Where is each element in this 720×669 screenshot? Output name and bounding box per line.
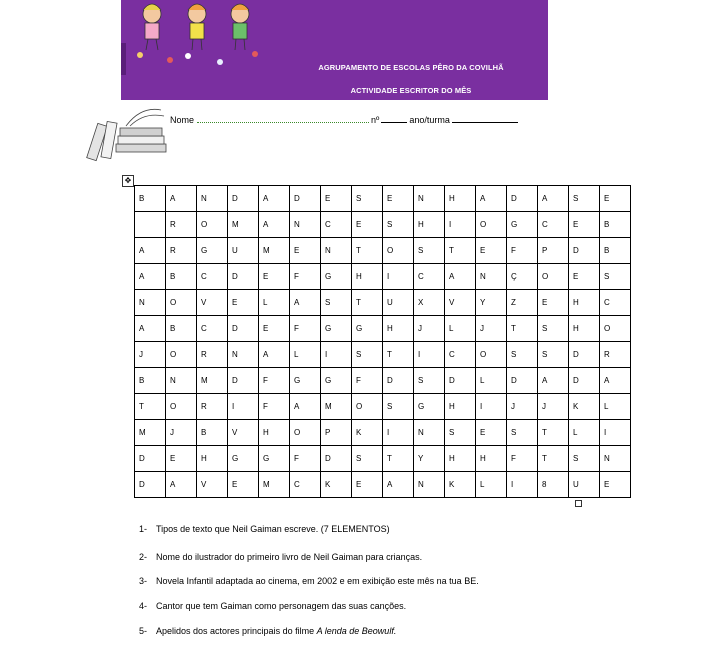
grid-cell: D — [507, 186, 538, 212]
grid-cell: T — [135, 394, 166, 420]
grid-cell: E — [569, 264, 600, 290]
grid-cell: H — [197, 446, 228, 472]
grid-cell: S — [600, 264, 631, 290]
grid-row — [135, 472, 631, 498]
grid-cell: V — [445, 290, 476, 316]
grid-row — [135, 238, 631, 264]
grid-cell: F — [507, 446, 538, 472]
grid-cell: K — [445, 472, 476, 498]
grid-cell: A — [445, 264, 476, 290]
question-text: Nome do ilustrador do primeiro livro de Neil Gaiman para crianças. — [156, 552, 423, 562]
grid-cell: R — [166, 212, 197, 238]
grid-cell: D — [290, 186, 321, 212]
question-item — [139, 524, 390, 534]
grid-cell: G — [321, 368, 352, 394]
grid-cell: O — [352, 394, 383, 420]
grid-cell: X — [414, 290, 445, 316]
grid-cell: A — [135, 316, 166, 342]
grid-row — [135, 264, 631, 290]
grid-cell: L — [476, 472, 507, 498]
grid-cell: O — [197, 212, 228, 238]
grid-cell: C — [538, 212, 569, 238]
grid-cell: H — [383, 316, 414, 342]
grid-cell: L — [569, 420, 600, 446]
grid-cell: I — [414, 342, 445, 368]
grid-cell: E — [228, 472, 259, 498]
books-illustration — [86, 104, 170, 162]
grid-cell: N — [228, 342, 259, 368]
grid-cell: N — [414, 420, 445, 446]
grid-cell: N — [166, 368, 197, 394]
activity-title: ACTIVIDADE ESCRITOR DO MÊS — [350, 86, 472, 95]
grid-cell: B — [135, 186, 166, 212]
grid-cell: D — [228, 186, 259, 212]
grid-cell: L — [259, 290, 290, 316]
grid-cell: A — [259, 342, 290, 368]
grid-cell: H — [352, 264, 383, 290]
grid-cell: P — [321, 420, 352, 446]
grid-cell: A — [290, 290, 321, 316]
table-resize-handle[interactable] — [575, 500, 582, 507]
grid-cell: D — [569, 238, 600, 264]
grid-cell: S — [569, 186, 600, 212]
grid-cell: N — [414, 472, 445, 498]
grid-cell: G — [352, 316, 383, 342]
grid-cell: A — [135, 264, 166, 290]
grid-cell: A — [600, 368, 631, 394]
grid-cell: O — [383, 238, 414, 264]
grid-cell: B — [600, 238, 631, 264]
grid-cell: A — [538, 368, 569, 394]
grid-cell: T — [383, 342, 414, 368]
grid-cell: A — [166, 186, 197, 212]
film-title: A lenda de Beowulf. — [316, 626, 397, 636]
grid-cell: S — [507, 420, 538, 446]
grid-cell: H — [569, 290, 600, 316]
grid-cell: O — [538, 264, 569, 290]
number-label: nº — [371, 115, 380, 125]
grid-cell: A — [383, 472, 414, 498]
grid-cell: D — [507, 368, 538, 394]
grid-cell: N — [135, 290, 166, 316]
grid-cell: K — [352, 420, 383, 446]
children-illustration — [130, 0, 260, 70]
grid-cell: G — [259, 446, 290, 472]
grid-cell: D — [228, 264, 259, 290]
grid-cell: N — [197, 186, 228, 212]
question-text: Novela Infantil adaptada ao cinema, em 2002 e em exibição este mês na tua BE. — [156, 576, 479, 586]
grid-cell: K — [321, 472, 352, 498]
grid-cell: G — [321, 316, 352, 342]
number-field[interactable] — [381, 113, 407, 123]
grid-cell: U — [228, 238, 259, 264]
grid-cell: D — [569, 342, 600, 368]
grid-row — [135, 212, 631, 238]
grid-cell: V — [228, 420, 259, 446]
grid-cell: H — [445, 186, 476, 212]
grid-cell: T — [538, 420, 569, 446]
grid-cell: D — [321, 446, 352, 472]
grid-cell: J — [166, 420, 197, 446]
grid-cell: B — [135, 368, 166, 394]
grid-cell: F — [259, 394, 290, 420]
grid-cell: T — [383, 446, 414, 472]
grid-cell: I — [228, 394, 259, 420]
grid-cell: D — [445, 368, 476, 394]
grid-row — [135, 290, 631, 316]
grid-cell: S — [414, 238, 445, 264]
grid-cell: R — [600, 342, 631, 368]
grid-cell: S — [352, 342, 383, 368]
grid-cell: S — [352, 186, 383, 212]
grid-cell: A — [259, 212, 290, 238]
student-info-line — [170, 113, 520, 125]
grid-cell: D — [228, 368, 259, 394]
grid-cell: O — [166, 342, 197, 368]
school-name: AGRUPAMENTO DE ESCOLAS PÊRO DA COVILHÃ — [318, 63, 504, 72]
grid-cell: B — [166, 264, 197, 290]
grid-cell: L — [290, 342, 321, 368]
grid-cell: I — [507, 472, 538, 498]
question-number: 3- — [139, 576, 148, 586]
grid-cell: S — [383, 394, 414, 420]
grid-cell: E — [352, 212, 383, 238]
grid-cell: D — [383, 368, 414, 394]
grid-cell: O — [290, 420, 321, 446]
grid-cell: D — [228, 316, 259, 342]
grid-cell: R — [197, 342, 228, 368]
grid-cell: F — [290, 316, 321, 342]
grid-cell: E — [476, 420, 507, 446]
grid-cell: O — [600, 316, 631, 342]
grid-cell: E — [476, 238, 507, 264]
grid-cell: E — [166, 446, 197, 472]
grid-row — [135, 446, 631, 472]
grid-cell: I — [383, 264, 414, 290]
grid-cell: Ç — [507, 264, 538, 290]
grid-cell: V — [197, 290, 228, 316]
grid-cell: N — [414, 186, 445, 212]
grid-cell: R — [197, 394, 228, 420]
grid-cell: E — [383, 186, 414, 212]
grid-cell: H — [569, 316, 600, 342]
grid-cell: J — [135, 342, 166, 368]
grid-cell: A — [476, 186, 507, 212]
grid-cell: O — [166, 290, 197, 316]
grid-cell: H — [445, 446, 476, 472]
grid-cell: M — [228, 212, 259, 238]
grid-cell: J — [538, 394, 569, 420]
grid-cell: S — [414, 368, 445, 394]
grid-cell: E — [290, 238, 321, 264]
grid-cell: S — [383, 212, 414, 238]
grid-cell: L — [445, 316, 476, 342]
grid-cell — [135, 212, 166, 238]
grid-cell: M — [197, 368, 228, 394]
grid-cell: C — [290, 472, 321, 498]
grid-cell: S — [321, 290, 352, 316]
grid-cell: 8 — [538, 472, 569, 498]
grid-cell: N — [600, 446, 631, 472]
grid-row — [135, 186, 631, 212]
question-item — [139, 626, 396, 636]
question-number: 5- — [139, 626, 148, 636]
grid-cell: A — [259, 186, 290, 212]
grid-cell: D — [135, 472, 166, 498]
banner-strip — [121, 43, 126, 75]
grid-row — [135, 394, 631, 420]
grid-cell: H — [259, 420, 290, 446]
question-text: Cantor que tem Gaiman como personagem das suas canções. — [156, 601, 407, 611]
grid-cell: T — [352, 238, 383, 264]
grid-cell: S — [538, 342, 569, 368]
grid-cell: T — [507, 316, 538, 342]
grid-cell: E — [321, 186, 352, 212]
grid-cell: E — [352, 472, 383, 498]
grid-cell: P — [538, 238, 569, 264]
grid-cell: S — [445, 420, 476, 446]
grid-cell: A — [290, 394, 321, 420]
grid-cell: F — [507, 238, 538, 264]
grid-cell: I — [476, 394, 507, 420]
table-move-handle-icon[interactable]: ✥ — [122, 175, 134, 187]
grid-cell: C — [414, 264, 445, 290]
class-label: ano/turma — [409, 115, 450, 125]
grid-cell: A — [166, 472, 197, 498]
grid-cell: O — [476, 212, 507, 238]
grid-cell: A — [135, 238, 166, 264]
grid-cell: N — [321, 238, 352, 264]
question-number: 2- — [139, 552, 148, 562]
grid-cell: N — [476, 264, 507, 290]
grid-cell: S — [538, 316, 569, 342]
header-banner — [121, 0, 548, 100]
grid-cell: I — [600, 420, 631, 446]
grid-cell: J — [476, 316, 507, 342]
grid-cell: B — [600, 212, 631, 238]
grid-cell: C — [197, 316, 228, 342]
grid-cell: M — [259, 238, 290, 264]
name-label: Nome — [170, 115, 195, 125]
grid-cell: I — [321, 342, 352, 368]
grid-cell: G — [507, 212, 538, 238]
grid-cell: F — [352, 368, 383, 394]
grid-cell: F — [290, 446, 321, 472]
question-item — [139, 601, 406, 611]
grid-cell: G — [290, 368, 321, 394]
question-number: 1- — [139, 524, 148, 534]
grid-cell: O — [476, 342, 507, 368]
grid-cell: M — [135, 420, 166, 446]
grid-row — [135, 420, 631, 446]
grid-cell: E — [569, 212, 600, 238]
grid-cell: I — [383, 420, 414, 446]
grid-cell: J — [414, 316, 445, 342]
question-text: Apelidos dos actores principais do filme — [156, 626, 317, 636]
question-text: Tipos de texto que Neil Gaiman escreve. (7 ELEMENTOS) — [156, 524, 390, 534]
grid-cell: U — [383, 290, 414, 316]
grid-cell: F — [259, 368, 290, 394]
grid-cell: F — [290, 264, 321, 290]
grid-cell: S — [507, 342, 538, 368]
grid-cell: H — [445, 394, 476, 420]
grid-cell: G — [228, 446, 259, 472]
class-field[interactable] — [452, 113, 518, 123]
grid-cell: D — [135, 446, 166, 472]
grid-cell: G — [197, 238, 228, 264]
grid-cell: E — [259, 264, 290, 290]
grid-cell: G — [414, 394, 445, 420]
grid-cell: B — [166, 316, 197, 342]
grid-cell: S — [352, 446, 383, 472]
grid-cell: Y — [414, 446, 445, 472]
grid-cell: E — [538, 290, 569, 316]
question-item — [139, 576, 479, 586]
grid-cell: H — [476, 446, 507, 472]
grid-row — [135, 316, 631, 342]
grid-cell: V — [197, 472, 228, 498]
grid-cell: E — [600, 186, 631, 212]
grid-cell: H — [414, 212, 445, 238]
grid-cell: T — [538, 446, 569, 472]
grid-cell: C — [321, 212, 352, 238]
grid-cell: C — [600, 290, 631, 316]
grid-cell: B — [197, 420, 228, 446]
grid-row — [135, 368, 631, 394]
grid-cell: T — [445, 238, 476, 264]
grid-cell: O — [166, 394, 197, 420]
grid-cell: Y — [476, 290, 507, 316]
grid-cell: M — [321, 394, 352, 420]
grid-cell: J — [507, 394, 538, 420]
grid-cell: L — [476, 368, 507, 394]
grid-row — [135, 342, 631, 368]
grid-cell: S — [569, 446, 600, 472]
name-field[interactable] — [197, 113, 369, 123]
grid-cell: Z — [507, 290, 538, 316]
grid-cell: T — [352, 290, 383, 316]
question-item — [139, 552, 422, 562]
grid-cell: E — [600, 472, 631, 498]
grid-cell: M — [259, 472, 290, 498]
word-search-grid — [134, 185, 631, 498]
grid-cell: L — [600, 394, 631, 420]
grid-cell: N — [290, 212, 321, 238]
grid-cell: U — [569, 472, 600, 498]
question-number: 4- — [139, 601, 148, 611]
grid-cell: R — [166, 238, 197, 264]
grid-cell: G — [321, 264, 352, 290]
grid-cell: K — [569, 394, 600, 420]
grid-cell: D — [569, 368, 600, 394]
grid-cell: E — [259, 316, 290, 342]
grid-cell: A — [538, 186, 569, 212]
grid-cell: C — [445, 342, 476, 368]
grid-cell: E — [228, 290, 259, 316]
grid-cell: C — [197, 264, 228, 290]
grid-cell: I — [445, 212, 476, 238]
